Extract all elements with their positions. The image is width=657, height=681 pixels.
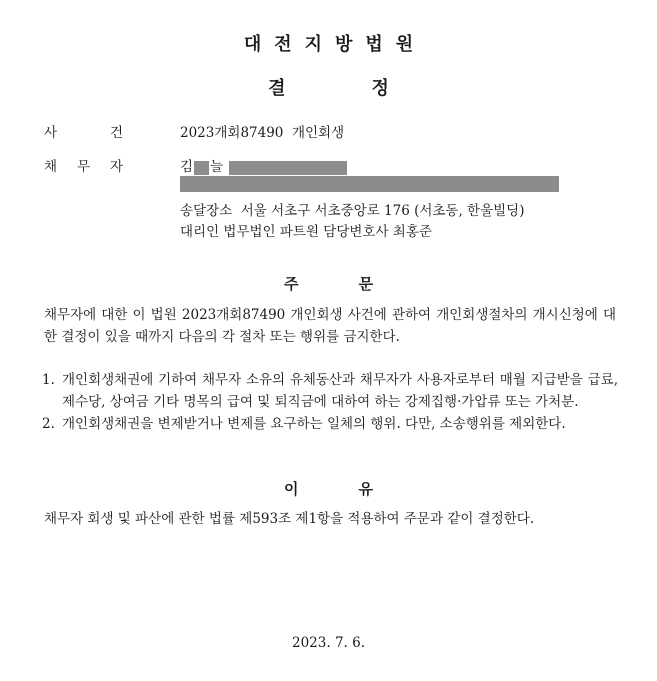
document-title: 결정 (268, 78, 475, 99)
order-items-list (42, 369, 618, 435)
list-item-text: 개인회생채권을 변제받거나 변제를 요구하는 일체의 행위. 다만, 소송행위를 제외한다. (62, 416, 566, 432)
case-label-char: 건 (110, 125, 124, 141)
reason-heading: 이유 (284, 480, 433, 498)
debtor-name (180, 155, 347, 175)
reason-paragraph: 채무자 회생 및 파산에 관한 법률 제593조 제1항을 적용하여 주문과 같이 결정한다. (44, 511, 535, 527)
list-item (42, 369, 618, 413)
list-item-number: 2. (42, 416, 55, 432)
debtor-label-char: 채 (44, 159, 58, 175)
case-label-char: 사 (44, 125, 58, 141)
debtor-name-last-char: 늘 (210, 159, 224, 175)
order-heading: 주문 (284, 275, 433, 293)
redaction-block (180, 176, 559, 192)
court-name-heading: 대전지방법원 (243, 34, 427, 55)
list-item-number: 1. (42, 372, 55, 388)
redaction-block (229, 161, 347, 175)
list-item (42, 413, 618, 435)
legal-agent: 대리인 법무법인 파트원 담당변호사 최홍준 (180, 224, 432, 240)
order-intro-paragraph: 채무자에 대한 이 법원 2023개회87490 개인회생 사건에 관하여 개인회생절차의 개시신청에 대한 결정이 있을 때까지 다음의 각 절차 또는 행위를 금지한다. (44, 307, 616, 345)
decision-date: 2023. 7. 6. (292, 635, 365, 651)
debtor-label-char: 자 (110, 159, 124, 175)
list-item-text: 개인회생채권에 기하여 채무자 소유의 유체동산과 채무자가 사용자로부터 매월 지급받을 급료, 제수당, 상여금 기타 명목의 급여 및 퇴직금에 대하여 하는 강제집행·가압류 또는 가처분. (62, 372, 618, 410)
redaction-block (194, 161, 209, 175)
debtor-name-first-char: 김 (180, 159, 194, 175)
case-number-value: 2023개회87490 개인회생 (180, 125, 345, 141)
service-address: 송달장소 서울 서초구 서초중앙로 176 (서초동, 한울빌딩) (180, 203, 525, 219)
debtor-label-char: 무 (77, 159, 91, 175)
